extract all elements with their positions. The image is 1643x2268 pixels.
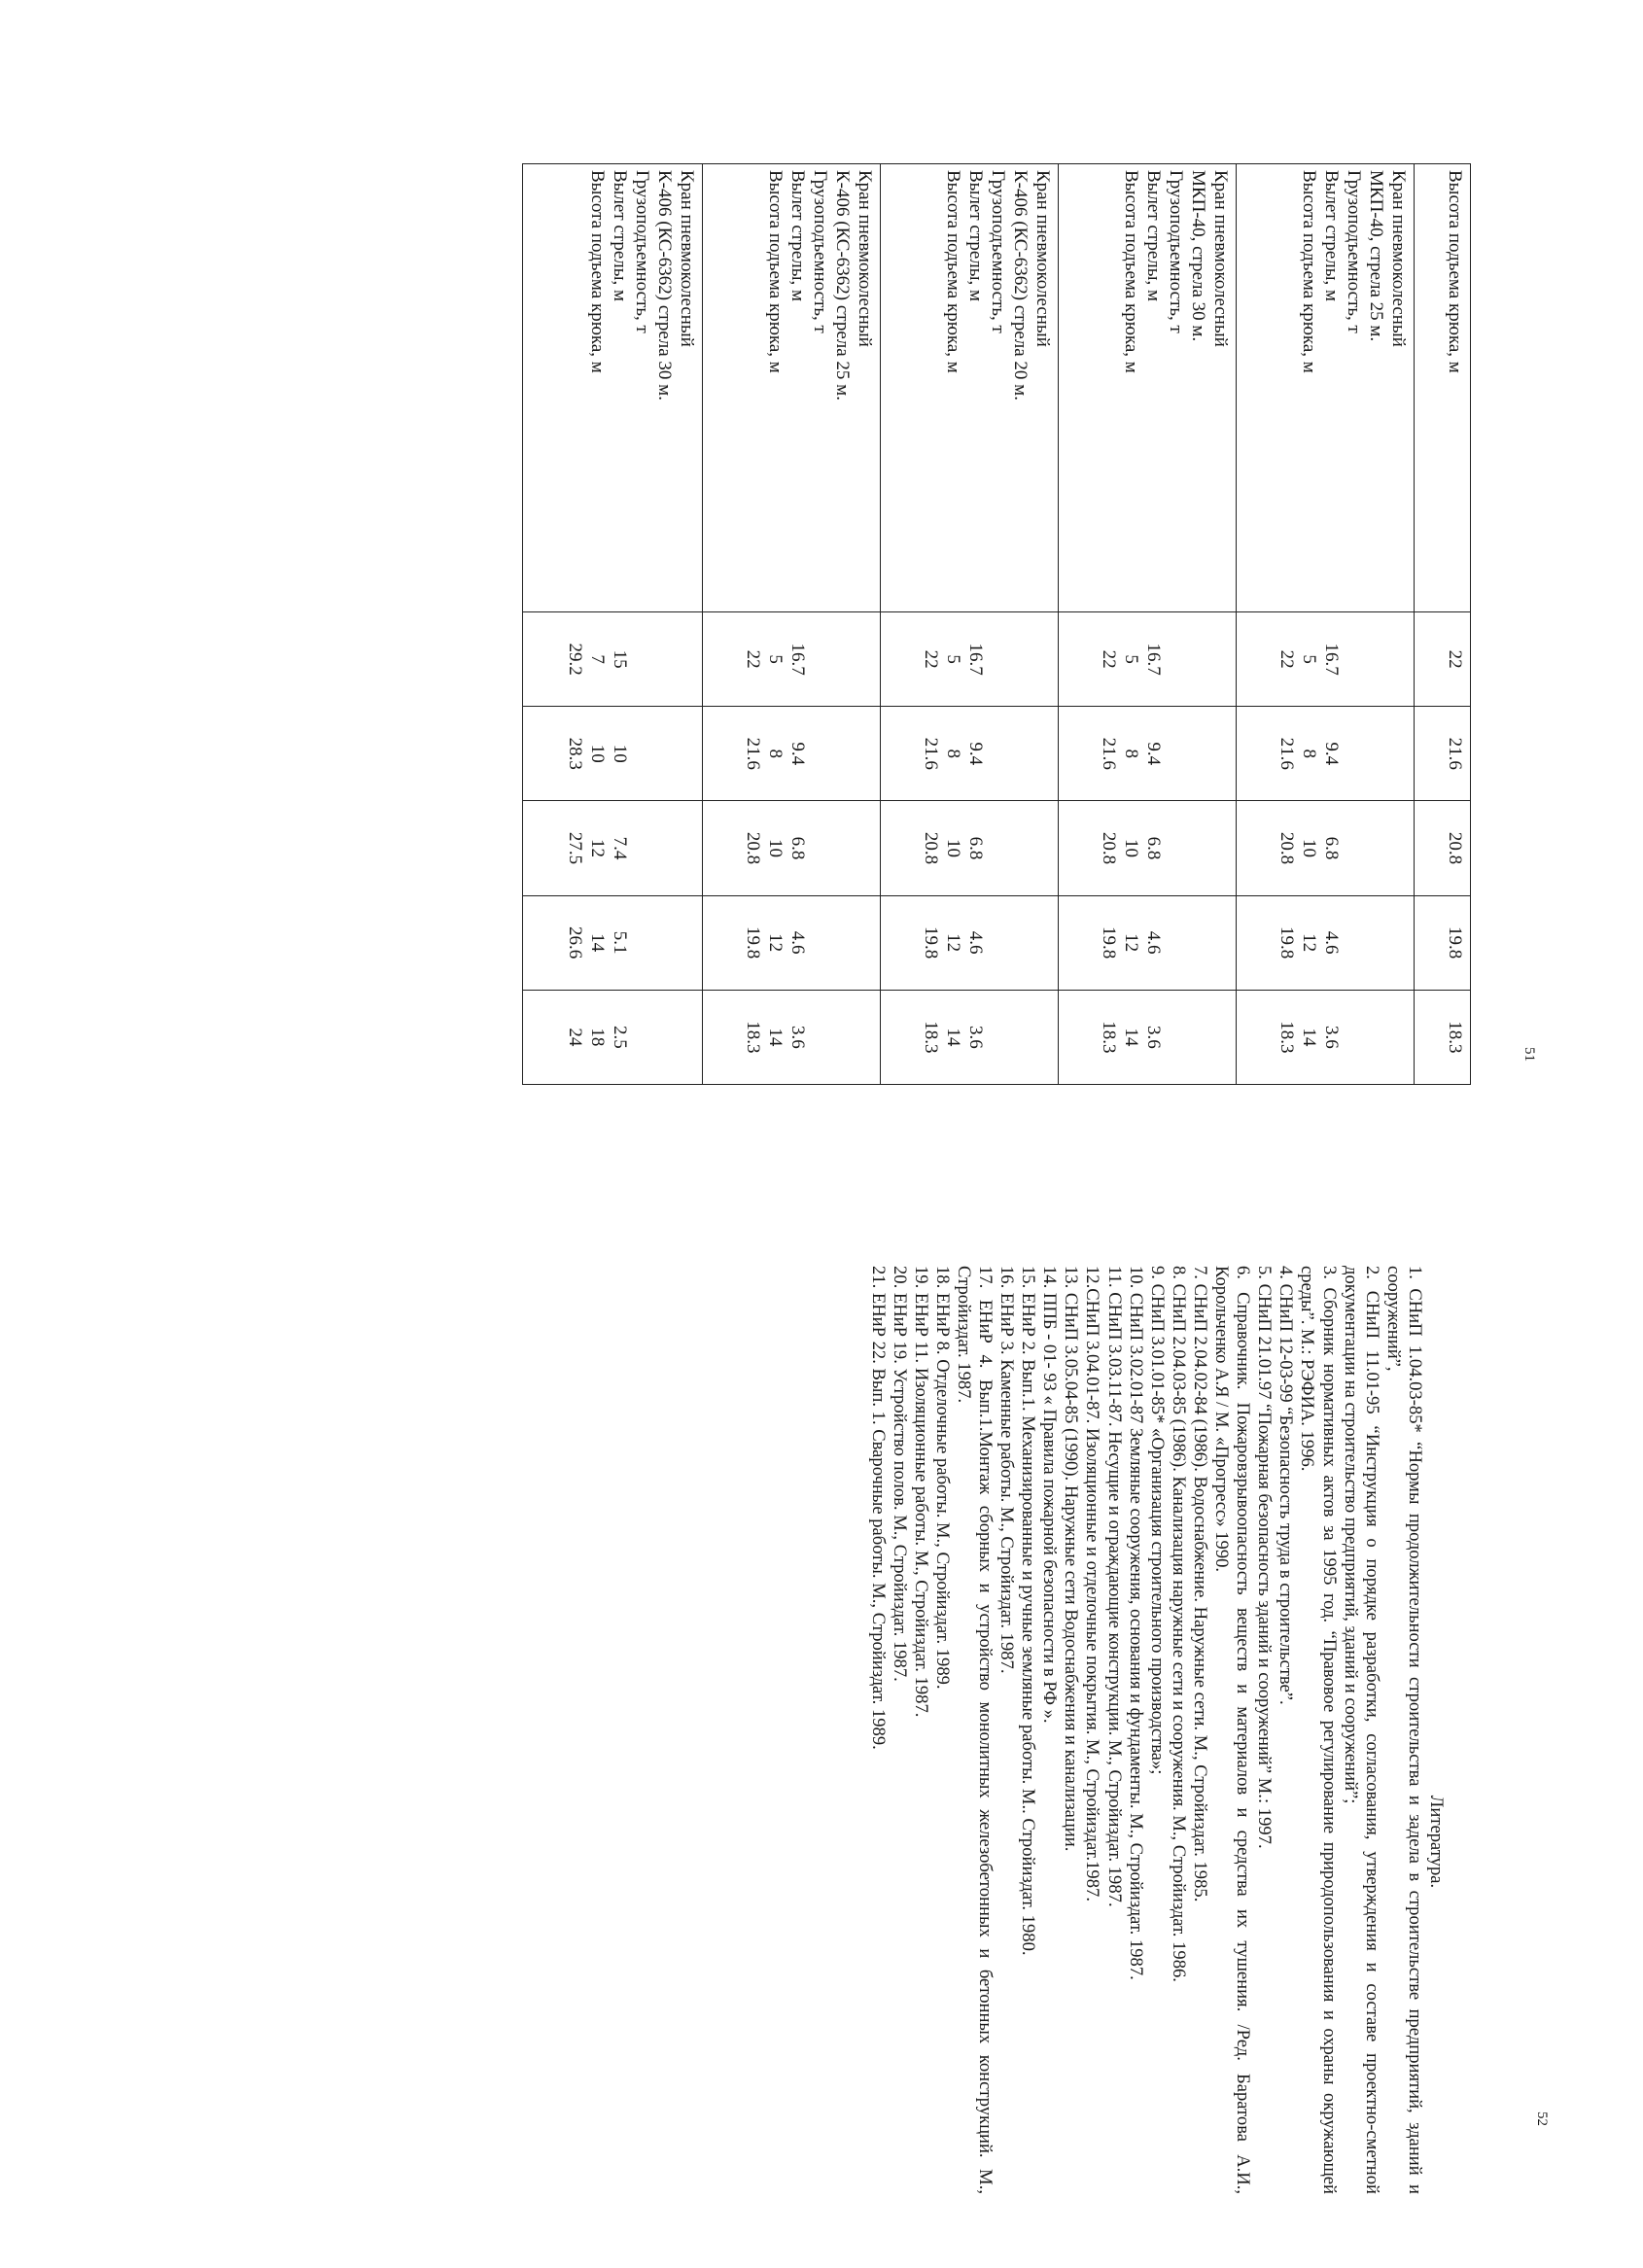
table-value: 5 [1121, 654, 1141, 664]
table-value: 7 [587, 654, 608, 664]
table-row-group [1237, 164, 1415, 1085]
table-cell-spacer [653, 996, 676, 1078]
table-row-group [523, 164, 703, 1085]
table-cell-label [523, 164, 703, 612]
table-cell-value: 22 [1415, 612, 1471, 707]
table-cell-spacer [1187, 713, 1209, 794]
table-value: 22 [921, 649, 941, 669]
table-value: 12 [943, 933, 963, 953]
table-value: 14 [1121, 1028, 1141, 1047]
table-label-line: Вылет стрелы, м [787, 170, 808, 302]
table-label-line: Вылет стрелы, м [1143, 170, 1164, 302]
table-value: 19.8 [921, 926, 941, 960]
table-cell-values [1237, 707, 1415, 801]
table-value: 21.6 [921, 737, 941, 770]
table-cell-spacer [1165, 713, 1187, 794]
table-label-line: Вылет стрелы, м [965, 170, 986, 302]
table-cell-spacer [676, 902, 698, 984]
table-value: 4.6 [787, 930, 808, 955]
table-cell-spacer [676, 713, 698, 794]
table-cell-spacer [1209, 996, 1232, 1078]
literature-item: 3. Сборник нормативных актов за 1995 год. “Правовое регулирование природопользования и охраны окружающей среды”. М.: РЭФИА. 1996. [1297, 1266, 1340, 2194]
table-cell-spacer [1387, 713, 1410, 794]
table-value: 19.8 [1099, 926, 1119, 960]
table-cell-spacer [1165, 807, 1187, 889]
table-value: 22 [1276, 649, 1297, 669]
table-row-group [703, 164, 881, 1085]
table-cell-spacer [987, 618, 1009, 700]
table-value: 15 [610, 649, 630, 669]
table-cell-spacer [809, 713, 831, 794]
table-cell-values [1237, 895, 1415, 990]
table-cell-values [881, 990, 1059, 1084]
table-value: 14 [587, 933, 608, 953]
table-label-line: Кран пневмоколесный [1210, 170, 1231, 347]
table-cell-spacer [1187, 618, 1209, 700]
table-cell-label: Высота подъема крюка, м [1415, 164, 1471, 612]
table-cell-values [1059, 707, 1237, 801]
table-label-line: Грузоподъемность, т [810, 170, 830, 333]
table-value: 14 [943, 1028, 963, 1047]
table-cell-values [523, 612, 703, 707]
table-cell-values [1059, 801, 1237, 895]
table-cell-values [1059, 612, 1237, 707]
table-value: 4.6 [965, 930, 986, 955]
table-cell-spacer [809, 618, 831, 700]
table-label-line: Высота подъема крюка, м [587, 170, 608, 373]
table-value: 21.6 [1099, 737, 1119, 770]
literature-item: 17. ЕНиР 4. Вып.1.Монтаж сборных и устройство монолитных железобетонных и бетонных конструкций. М., Стройиздат. 1987. [953, 1266, 996, 2194]
table-value: 20.8 [1276, 831, 1297, 865]
table-cell-spacer [831, 996, 854, 1078]
literature-item: 16. ЕНиР 3. Каменные работы. М., Стройиздат. 1987. [996, 1266, 1018, 1674]
literature-item: 7. СНиП 2.04.02-84 (1986). Водоснабжение. Наружные сети. М., Стройиздат. 1985. [1189, 1266, 1210, 1902]
table-cell-values [1059, 895, 1237, 990]
table-value: 8 [943, 749, 963, 759]
table-cell-spacer [676, 618, 698, 700]
table-cell-spacer [1343, 713, 1365, 794]
table-cell-values [1237, 801, 1415, 895]
table-cell-spacer [987, 807, 1009, 889]
literature-item: 14. ППБ - 01- 93 « Правила пожарной безопасности в РФ ». [1039, 1266, 1061, 1724]
table-cell-spacer [1387, 902, 1410, 984]
table-cell-spacer [831, 902, 854, 984]
table-value: 6.8 [965, 836, 986, 860]
table-row-hook-height [1415, 164, 1471, 1085]
table-cell-spacer [1187, 807, 1209, 889]
literature-title: Литература. [1426, 1795, 1447, 1889]
crane-table [523, 163, 1471, 1085]
literature-item: 8. СНиП 2.04.03-85 (1986). Канализация наружные сети и сооружения. М., Стройиздат. 1986. [1168, 1266, 1189, 1982]
table-cell-values [523, 801, 703, 895]
table-label-line: Высота подъема крюка, м [765, 170, 786, 373]
table-cell-values [1237, 990, 1415, 1084]
table-cell-values [881, 707, 1059, 801]
table-value: 8 [1121, 749, 1141, 759]
table-value: 6.8 [787, 836, 808, 860]
table-value: 18.3 [1099, 1021, 1119, 1054]
table-cell-spacer [1387, 618, 1410, 700]
table-label-line: К-406 (КС-6362) стрела 25 м. [832, 170, 853, 401]
table-cell-spacer [1365, 713, 1387, 794]
table-value: 10 [943, 838, 963, 857]
table-label-line: К-406 (КС-6362) стрела 30 м. [654, 170, 675, 401]
table-row-group [881, 164, 1059, 1085]
literature-item: 12.СНиП 3.04.01-87. Изоляционные и отделочные покрытия. М., Стройиздат.1987. [1082, 1266, 1103, 1902]
table-cell-spacer [1387, 996, 1410, 1078]
table-cell-spacer [1365, 807, 1387, 889]
table-label-line: Вылет стрелы, м [610, 170, 630, 302]
table-cell-value: 19.8 [1415, 895, 1471, 990]
table-value: 16.7 [1321, 643, 1342, 676]
table-cell-spacer [1031, 618, 1054, 700]
table-cell-spacer [631, 996, 653, 1078]
table-cell-spacer [809, 902, 831, 984]
table-cell-spacer [1031, 902, 1054, 984]
table-cell-spacer [1165, 996, 1187, 1078]
table-value: 3.6 [1143, 1026, 1164, 1049]
literature-item: 21. ЕНиР 22. Вып. 1. Сварочные работы. М., Стройиздат. 1989. [867, 1266, 889, 1750]
table-cell-values [703, 801, 881, 895]
table-cell-spacer [809, 807, 831, 889]
table-cell-spacer [631, 902, 653, 984]
literature-item: 9. СНиП 3.01.01-85* «Организация строительного производства»; [1146, 1266, 1168, 1775]
literature-item: 15. ЕНиР 2. Вып.1. Механизированные и ручные земляные работы. М.. Стройиздат. 1980. [1018, 1266, 1039, 1956]
page-number-right: 52 [1534, 2111, 1550, 2126]
table-value: 9.4 [787, 742, 808, 766]
table-cell-spacer [1365, 996, 1387, 1078]
table-cell-spacer [831, 713, 854, 794]
table-cell-value: 21.6 [1415, 707, 1471, 801]
table-cell-spacer [631, 807, 653, 889]
table-cell-spacer [1343, 618, 1365, 700]
table-cell-values [703, 895, 881, 990]
table-cell-spacer [809, 996, 831, 1078]
table-value: 16.7 [1143, 643, 1164, 676]
table-value: 18.3 [1276, 1021, 1297, 1054]
table-cell-spacer [1031, 713, 1054, 794]
table-value: 9.4 [965, 742, 986, 766]
table-cell-spacer [831, 618, 854, 700]
literature-item: 11. СНиП 3.03.11-87. Несущие и ограждающие конструкции. М., Стройиздат. 1987. [1103, 1266, 1125, 1907]
table-label-line: Грузоподъемность, т [1344, 170, 1364, 333]
table-cell-values [523, 707, 703, 801]
literature-item: 13. СНиП 3.05.04-85 (1990). Наружные сети Водоснабжения и канализации. [1061, 1266, 1082, 1852]
table-value: 10 [610, 744, 630, 763]
table-value: 9.4 [1143, 742, 1164, 766]
table-cell-spacer [653, 807, 676, 889]
table-cell-spacer [631, 618, 653, 700]
table-cell-spacer [631, 713, 653, 794]
table-label-line: Грузоподъемность, т [988, 170, 1008, 333]
table-row-group [1059, 164, 1237, 1085]
table-cell-label [881, 164, 1059, 612]
table-label-line: Высота подъема крюка, м [943, 170, 963, 373]
table-value: 3.6 [1321, 1026, 1342, 1049]
page-number-left: 51 [1521, 1047, 1537, 1062]
table-cell-spacer [854, 618, 876, 700]
table-value: 12 [1299, 933, 1319, 953]
table-cell-label [703, 164, 881, 612]
table-label-line: МКП-40, стрела 30 м. [1188, 170, 1208, 342]
table-cell-spacer [1387, 807, 1410, 889]
table-cell-values [523, 895, 703, 990]
table-value: 6.8 [1143, 836, 1164, 860]
table-value: 4.6 [1321, 930, 1342, 955]
table-label-line: Высота подъема крюка, м [1121, 170, 1141, 373]
table-cell-spacer [1365, 618, 1387, 700]
table-label-line: Кран пневмоколесный [1032, 170, 1053, 347]
table-value: 7.4 [610, 836, 630, 860]
table-value: 18.3 [743, 1021, 763, 1054]
table-cell-spacer [854, 807, 876, 889]
table-cell-spacer [1009, 902, 1031, 984]
table-label-line: Кран пневмоколесный [855, 170, 875, 347]
table-cell-spacer [676, 996, 698, 1078]
table-value: 24 [565, 1028, 585, 1047]
table-value: 5.1 [610, 930, 630, 955]
table-value: 12 [587, 838, 608, 857]
literature-item: 1. СНиП 1.04.03-85* “Нормы продолжительности строительства и задела в строительстве предприятий, зданий и сооружений”, [1382, 1266, 1425, 2194]
table-cell-spacer [987, 996, 1009, 1078]
table-cell-value: 18.3 [1415, 990, 1471, 1084]
table-label-line: МКП-40, стрела 25 м. [1366, 170, 1386, 342]
table-value: 20.8 [1099, 831, 1119, 865]
table-cell-spacer [676, 807, 698, 889]
table-cell-spacer [1009, 807, 1031, 889]
table-value: 21.6 [743, 737, 763, 770]
table-cell-spacer [1031, 807, 1054, 889]
table-label-line: Высота подъема крюка, м [1299, 170, 1319, 373]
table-value: 5 [765, 654, 786, 664]
literature-section [866, 1266, 1447, 2194]
literature-item: 5. СНиП 21.01.97 “Пожарная безопасность зданий и сооружений” М.: 1997. [1254, 1266, 1276, 1849]
table-value: 27.5 [565, 831, 585, 865]
table-cell-spacer [653, 902, 676, 984]
table-label-line: Грузоподъемность, т [1166, 170, 1186, 333]
table-value: 19.8 [743, 926, 763, 960]
table-value: 14 [765, 1028, 786, 1047]
literature-item: 6. Справочник. Пожаровзрывоопасность веществ и материалов и средства их тушения. /Ред. Баратова А.И., Корольченко А.Я / М. «Прогресс» 1990. [1211, 1266, 1254, 2194]
literature-item: 20. ЕНиР 19. Устройство полов. М., Стройиздат. 1987. [889, 1266, 910, 1682]
table-cell-values [881, 895, 1059, 990]
table-cell-values [703, 612, 881, 707]
table-cell-label [1237, 164, 1415, 612]
table-cell-value: 20.8 [1415, 801, 1471, 895]
table-value: 4.6 [1143, 930, 1164, 955]
table-value: 3.6 [965, 1026, 986, 1049]
table-cell-spacer [653, 618, 676, 700]
table-cell-values [881, 801, 1059, 895]
table-cell-spacer [987, 713, 1009, 794]
table-cell-values [881, 612, 1059, 707]
table-cell-spacer [1009, 618, 1031, 700]
table-value: 10 [1299, 838, 1319, 857]
table-value: 18 [587, 1028, 608, 1047]
table-cell-spacer [854, 902, 876, 984]
table-cell-values [1237, 612, 1415, 707]
table-label-line: Кран пневмоколесный [677, 170, 697, 347]
table-value: 29.2 [565, 643, 585, 676]
table-cell-values [703, 990, 881, 1084]
table-cell-spacer [653, 713, 676, 794]
table-value: 16.7 [787, 643, 808, 676]
table-label-line: К-406 (КС-6362) стрела 20 м. [1010, 170, 1031, 401]
table-cell-spacer [831, 807, 854, 889]
table-cell-spacer [854, 713, 876, 794]
table-value: 6.8 [1321, 836, 1342, 860]
table-cell-label [1059, 164, 1237, 612]
literature-item: 10. СНиП 3.02.01-87 Земляные сооружения, основания и фундаменты. М., Стройиздат. 1987. [1125, 1266, 1146, 1980]
table-label-line: Вылет стрелы, м [1321, 170, 1342, 302]
table-label-line: Грузоподъемность, т [632, 170, 652, 333]
table-cell-spacer [1343, 807, 1365, 889]
table-cell-spacer [1009, 996, 1031, 1078]
literature-item: 2. СНиП 11.01-95 “Инструкция о порядке разработки, согласования, утверждения и составе проектно-сметной документации на строительство предприятий, зданий и сооружений”; [1340, 1266, 1382, 2194]
table-value: 28.3 [565, 737, 585, 770]
table-value: 19.8 [1276, 926, 1297, 960]
table-value: 2.5 [610, 1026, 630, 1049]
table-value: 22 [1099, 649, 1119, 669]
table-cell-spacer [1343, 996, 1365, 1078]
table-value: 16.7 [965, 643, 986, 676]
table-value: 8 [1299, 749, 1319, 759]
table-value: 14 [1299, 1028, 1319, 1047]
table-cell-spacer [1209, 902, 1232, 984]
table-value: 9.4 [1321, 742, 1342, 766]
table-value: 20.8 [921, 831, 941, 865]
table-cell-spacer [1187, 996, 1209, 1078]
table-cell-values [1059, 990, 1237, 1084]
table-cell-spacer [1209, 618, 1232, 700]
table-value: 21.6 [1276, 737, 1297, 770]
table-cell-spacer [1031, 996, 1054, 1078]
table-cell-spacer [1209, 807, 1232, 889]
table-value: 12 [1121, 933, 1141, 953]
table-value: 5 [943, 654, 963, 664]
table-value: 22 [743, 649, 763, 669]
table-value: 10 [587, 744, 608, 763]
table-value: 8 [765, 749, 786, 759]
literature-list [866, 1266, 1424, 2194]
table-cell-spacer [1165, 902, 1187, 984]
table-cell-spacer [1209, 713, 1232, 794]
table-label-line: Кран пневмоколесный [1388, 170, 1409, 347]
table-cell-spacer [1009, 713, 1031, 794]
table-value: 20.8 [743, 831, 763, 865]
table-value: 3.6 [787, 1026, 808, 1049]
table-cell-spacer [1343, 902, 1365, 984]
literature-item: 18. ЕНиР 8. Отделочные работы. М., Стройиздат. 1989. [931, 1266, 953, 1690]
table-cell-spacer [987, 902, 1009, 984]
literature-item: 4. СНиП 12-03-99 “Безопасность труда в строительстве”. [1276, 1266, 1297, 1705]
table-cell-spacer [1165, 618, 1187, 700]
table-value: 5 [1299, 654, 1319, 664]
table-value: 10 [765, 838, 786, 857]
table-value: 18.3 [921, 1021, 941, 1054]
table-cell-spacer [1187, 902, 1209, 984]
table-value: 26.6 [565, 926, 585, 960]
table-cell-values [703, 707, 881, 801]
table-cell-spacer [854, 996, 876, 1078]
table-value: 10 [1121, 838, 1141, 857]
table-cell-values [523, 990, 703, 1084]
table-cell-spacer [1365, 902, 1387, 984]
table-value: 12 [765, 933, 786, 953]
literature-item: 19. ЕНиР 11. Изоляционные работы. М., Стройиздат. 1987. [910, 1266, 931, 1718]
